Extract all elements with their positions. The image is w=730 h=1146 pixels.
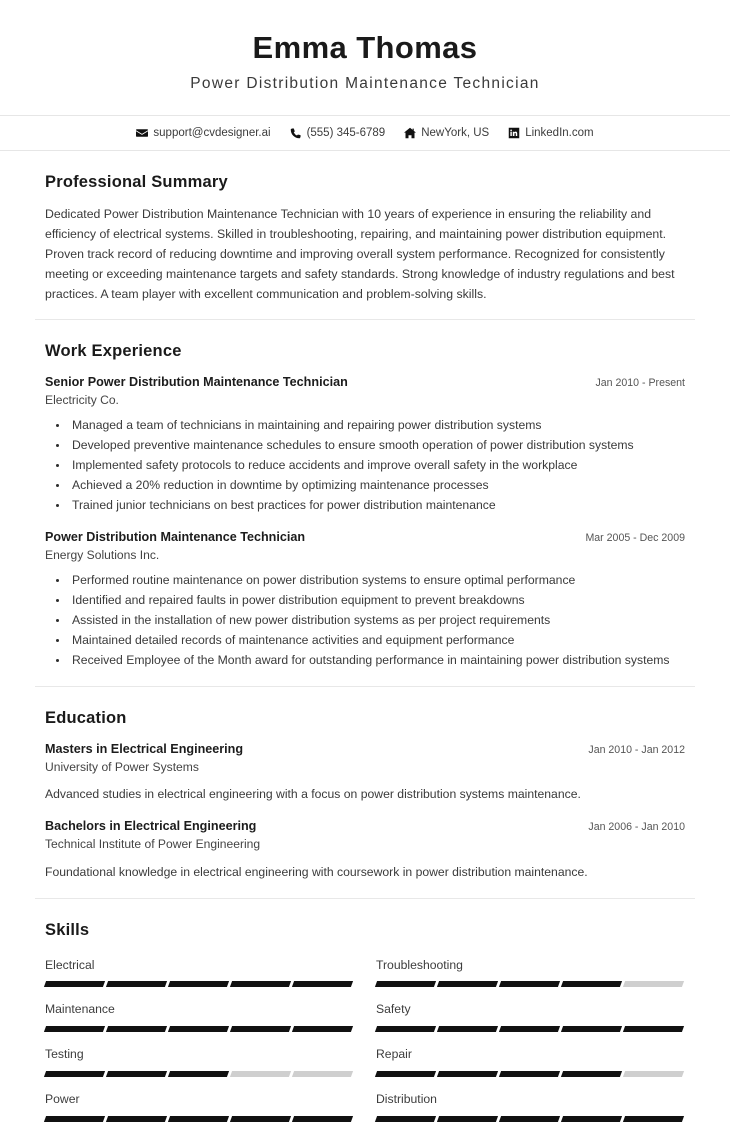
contact-phone[interactable] (290, 127, 386, 139)
skill-segment (499, 1026, 560, 1032)
experience-company: Electricity Co. (45, 392, 119, 407)
skill-level-bar (376, 1116, 685, 1122)
skill-segment (623, 1026, 684, 1032)
skill-item (376, 1042, 685, 1087)
candidate-job-title: Power Distribution Maintenance Technician (190, 74, 540, 92)
experience-entry (35, 529, 695, 670)
skill-segment (44, 981, 105, 987)
skill-level-bar (45, 1026, 354, 1032)
skill-segment (623, 1116, 684, 1122)
skill-segment (375, 981, 436, 987)
list-item: • Assisted in the installation of new power distribution systems as per project requirements (69, 611, 685, 630)
skill-segment (168, 1026, 229, 1032)
skill-segment (623, 981, 684, 987)
skill-segment (292, 1116, 353, 1122)
skill-segment (292, 981, 353, 987)
experience-bullets (45, 416, 685, 515)
skill-segment (44, 1026, 105, 1032)
skill-label: Repair (376, 1047, 412, 1062)
experience-entry (35, 374, 695, 515)
experience-entry-head (45, 374, 685, 391)
education-entry-head (45, 741, 685, 758)
skill-segment (499, 1116, 560, 1122)
skill-segment (375, 1071, 436, 1077)
skill-item (376, 997, 685, 1042)
education-entry (35, 741, 695, 804)
education-entry-head (45, 818, 685, 835)
education-date: Jan 2006 - Jan 2010 (588, 821, 685, 834)
experience-role: Power Distribution Maintenance Technician (45, 529, 306, 544)
skill-level-bar (45, 1071, 354, 1077)
skill-label: Maintenance (45, 1002, 115, 1017)
experience-company: Energy Solutions Inc. (45, 547, 160, 562)
skill-segment (230, 1071, 291, 1077)
skill-segment (168, 1071, 229, 1077)
experience-role: Senior Power Distribution Maintenance Technician (45, 374, 348, 389)
experience-bullets (45, 571, 685, 670)
resume-header (0, 0, 730, 115)
skill-segment (437, 981, 498, 987)
skill-segment (230, 1026, 291, 1032)
linkedin-icon (508, 127, 520, 139)
skill-segment (292, 1026, 353, 1032)
skill-level-bar (376, 981, 685, 987)
list-item: • Maintained detailed records of maintenance activities and equipment performance (69, 631, 685, 650)
skill-segment (437, 1026, 498, 1032)
skills-grid (35, 953, 695, 1132)
section-title-education: Education (45, 708, 127, 727)
education-degree: Masters in Electrical Engineering (45, 741, 244, 756)
skill-label: Distribution (376, 1091, 437, 1106)
skill-label: Testing (45, 1047, 84, 1062)
list-item: • Implemented safety protocols to reduce accidents and improve overall safety in the workplace (69, 456, 685, 475)
skill-segment (44, 1116, 105, 1122)
experience-entry-head (45, 529, 685, 546)
skill-segment (437, 1116, 498, 1122)
skill-segment (106, 1026, 167, 1032)
contact-email[interactable] (136, 127, 270, 139)
list-item: • Identified and repaired faults in power distribution equipment to prevent breakdowns (69, 591, 685, 610)
envelope-icon (136, 127, 148, 139)
contact-bar (0, 116, 730, 150)
education-school: University of Power Systems (45, 759, 199, 774)
skill-item (45, 997, 354, 1042)
skill-segment (561, 981, 622, 987)
skill-segment (437, 1071, 498, 1077)
education-date: Jan 2010 - Jan 2012 (588, 743, 685, 756)
section-professional-summary (35, 151, 695, 319)
list-item: • Trained junior technicians on best practices for power distribution maintenance (69, 496, 685, 515)
skill-segment (561, 1026, 622, 1032)
education-entry (35, 818, 695, 881)
skill-item (45, 1087, 354, 1132)
skill-item (376, 1087, 685, 1132)
education-description: Foundational knowledge in electrical engineering with coursework in power distribution maintenance. (45, 864, 588, 879)
section-title-experience: Work Experience (45, 341, 182, 360)
experience-date: Mar 2005 - Dec 2009 (585, 531, 685, 544)
skill-segment (230, 1116, 291, 1122)
contact-phone-text: (555) 345-6789 (306, 127, 386, 140)
skill-item (45, 1042, 354, 1087)
skill-level-bar (376, 1026, 685, 1032)
skill-segment (561, 1116, 622, 1122)
skill-segment (106, 1116, 167, 1122)
skill-segment (168, 981, 229, 987)
contact-location[interactable] (404, 127, 489, 139)
skill-segment (44, 1071, 105, 1077)
skill-segment (623, 1071, 684, 1077)
skill-item (376, 953, 685, 998)
resume-content (0, 151, 730, 1145)
skill-segment (375, 1026, 436, 1032)
section-title-summary: Professional Summary (45, 173, 228, 192)
home-icon (404, 127, 416, 139)
skill-segment (230, 981, 291, 987)
skill-level-bar (45, 981, 354, 987)
candidate-name: Emma Thomas (252, 30, 478, 65)
education-description: Advanced studies in electrical engineering with a focus on power distribution systems maintenance. (45, 787, 581, 802)
skill-level-bar (45, 1116, 354, 1122)
skill-label: Electrical (45, 957, 95, 972)
skill-label: Troubleshooting (376, 957, 463, 972)
contact-location-text: NewYork, US (421, 127, 490, 140)
list-item: • Developed preventive maintenance schedules to ensure smooth operation of power distribution systems (69, 436, 685, 455)
skill-segment (499, 981, 560, 987)
skill-segment (292, 1071, 353, 1077)
list-item: • Received Employee of the Month award for outstanding performance in maintaining power distribution systems (69, 651, 685, 670)
skill-segment (561, 1071, 622, 1077)
skill-segment (499, 1071, 560, 1077)
section-title-skills: Skills (45, 920, 90, 939)
contact-linkedin-text: LinkedIn.com (525, 127, 594, 140)
skill-item (45, 953, 354, 998)
skill-label: Safety (376, 1002, 411, 1017)
section-education (35, 686, 695, 898)
skill-level-bar (376, 1071, 685, 1077)
list-item: • Achieved a 20% reduction in downtime by optimizing maintenance processes (69, 476, 685, 495)
education-school: Technical Institute of Power Engineering (45, 837, 261, 852)
list-item: • Managed a team of technicians in maintaining and repairing power distribution systems (69, 416, 685, 435)
skill-segment (375, 1116, 436, 1122)
section-skills (35, 898, 695, 1146)
phone-icon (290, 127, 302, 139)
education-degree: Bachelors in Electrical Engineering (45, 819, 257, 834)
skill-label: Power (45, 1091, 80, 1106)
contact-email-text: support@cvdesigner.ai (153, 127, 271, 140)
skill-segment (106, 1071, 167, 1077)
skill-segment (168, 1116, 229, 1122)
skill-segment (106, 981, 167, 987)
experience-date: Jan 2010 - Present (595, 376, 685, 389)
contact-linkedin[interactable] (508, 127, 593, 139)
list-item: • Performed routine maintenance on power distribution systems to ensure optimal performance (69, 571, 685, 590)
summary-text: Dedicated Power Distribution Maintenance Technician with 10 years of experience in ensuring the reliability and efficiency of electrical systems. Skilled in troubleshooting, repairing, and maintaining power distribution equipment. Proven track record of reducing downtime and improving overall system performance. Recognized for consistently meeting or exceeding maintenance targets and safety standards. Strong knowledge of industry regulations and best practices. A team player with excellent communication and problem-solving skills. (45, 207, 675, 301)
section-work-experience (35, 319, 695, 686)
